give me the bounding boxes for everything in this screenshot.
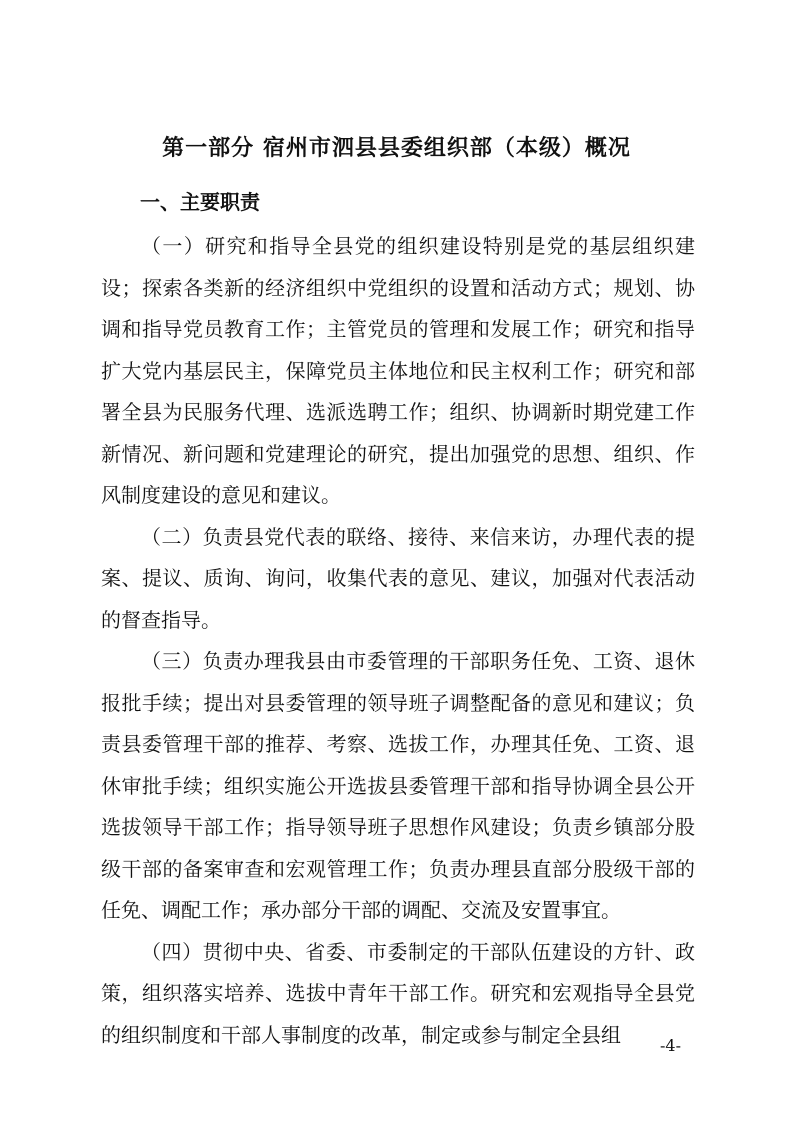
paragraph-3: （三）负责办理我县由市委管理的干部职务任免、工资、退休报批手续；提出对县委管理的领导班子调整配备的意见和建议；负责县委管理干部的推荐、考察、选拔工作，办理其任免、工资、退休审批手续；组织实施公开选拔县委管理干部和指导协调全县公开选拔领导干部工作；指导领导班子思想作风建设；负责乡镇部分股级干部的备案审查和宏观管理工作；负责办理县直部分股级干部的任免、调配工作；承办部分干部的调配、交流及安置事宜。 (101, 649, 695, 922)
page-title: 第一部分 宿州市泗县县委组织部（本级）概况 (162, 136, 631, 161)
page-number: -4- (660, 1036, 681, 1055)
paragraph-1: （一）研究和指导全县党的组织建设特别是党的基层组织建设；探索各类新的经济组织中党组织的设置和活动方式；规划、协调和指导党员教育工作；主管党员的管理和发展工作；研究和指导扩大党内基层民主，保障党员主体地位和民主权利工作；研究和部署全县为民服务代理、选派选聘工作；组织、协调新时期党建工作新情况、新问题和党建理论的研究，提出加强党的思想、组织、作风制度建设的意见和建议。 (101, 234, 695, 507)
paragraph-2: （二）负责县党代表的联络、接待、来信来访，办理代表的提案、提议、质询、询问，收集代表的意见、建议，加强对代表活动的督查指导。 (101, 524, 695, 632)
document-body (101, 226, 695, 1056)
paragraph-4: （四）贯彻中央、省委、市委制定的干部队伍建设的方针、政策，组织落实培养、选拔中青年干部工作。研究和宏观指导全县党的组织制度和干部人事制度的改革，制定或参与制定全县组 (101, 939, 695, 1047)
section-heading: 一、主要职责 (140, 190, 260, 214)
